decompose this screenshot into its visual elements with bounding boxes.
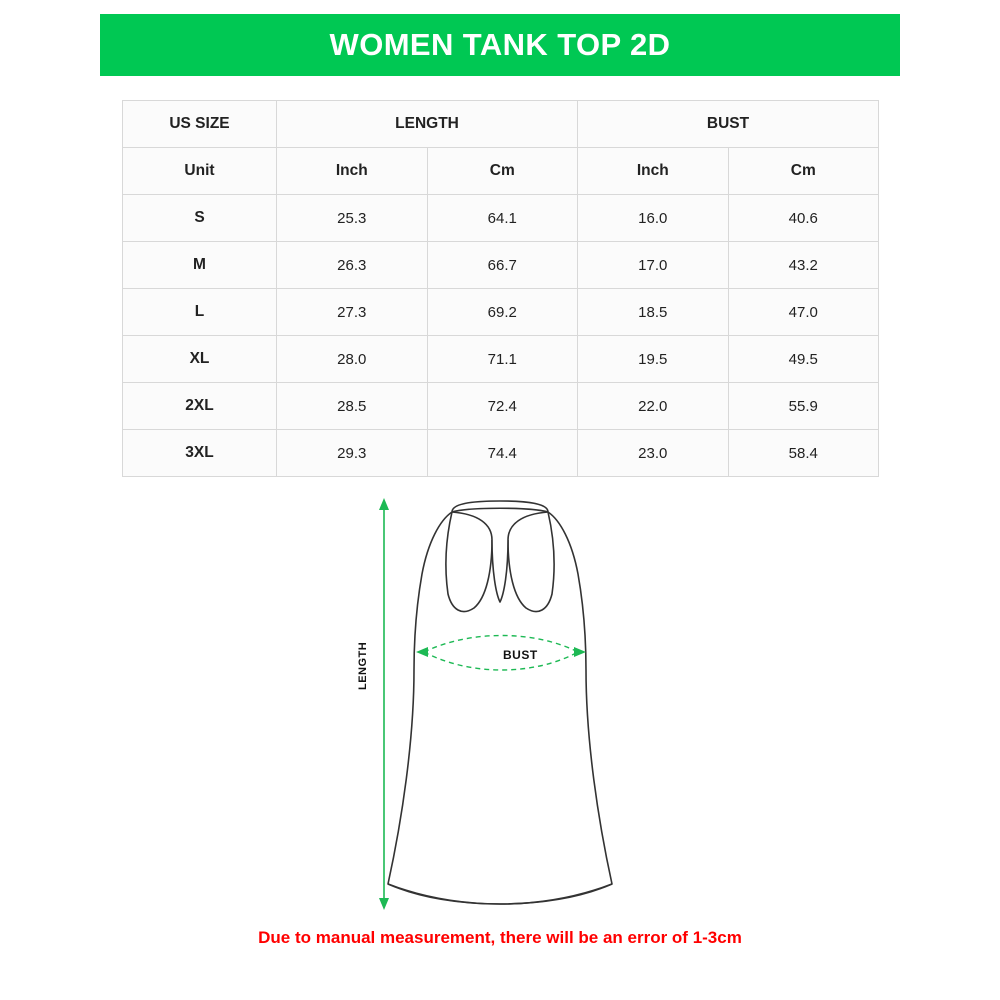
bust-measure-label: BUST <box>503 648 538 662</box>
table-row <box>123 289 879 336</box>
size-chart <box>122 100 878 477</box>
table-row <box>123 383 879 430</box>
cell-length-cm: 71.1 <box>427 336 578 383</box>
cell-length-cm: 69.2 <box>427 289 578 336</box>
cell-size: S <box>123 195 277 242</box>
cell-bust-inch: 18.5 <box>578 289 729 336</box>
cell-size: XL <box>123 336 277 383</box>
cell-bust-cm: 47.0 <box>728 289 879 336</box>
cell-size: 3XL <box>123 430 277 477</box>
header-length: LENGTH <box>277 101 578 148</box>
size-table <box>122 100 879 477</box>
table-row <box>123 430 879 477</box>
cell-bust-cm: 49.5 <box>728 336 879 383</box>
page-title: WOMEN TANK TOP 2D <box>329 27 671 62</box>
table-row <box>123 336 879 383</box>
unit-length-cm: Cm <box>427 148 578 195</box>
cell-bust-cm: 55.9 <box>728 383 879 430</box>
cell-length-cm: 64.1 <box>427 195 578 242</box>
cell-length-cm: 74.4 <box>427 430 578 477</box>
length-measure-label: LENGTH <box>357 641 369 690</box>
header-us-size: US SIZE <box>123 101 277 148</box>
unit-bust-cm: Cm <box>728 148 879 195</box>
cell-length-inch: 27.3 <box>277 289 428 336</box>
table-unit-row <box>123 148 879 195</box>
unit-label: Unit <box>123 148 277 195</box>
garment-diagram <box>0 490 1000 930</box>
cell-bust-cm: 40.6 <box>728 195 879 242</box>
cell-bust-cm: 58.4 <box>728 430 879 477</box>
cell-length-inch: 29.3 <box>277 430 428 477</box>
cell-length-cm: 66.7 <box>427 242 578 289</box>
cell-length-inch: 28.5 <box>277 383 428 430</box>
cell-length-inch: 26.3 <box>277 242 428 289</box>
cell-size: L <box>123 289 277 336</box>
cell-bust-inch: 23.0 <box>578 430 729 477</box>
cell-length-inch: 28.0 <box>277 336 428 383</box>
cell-bust-inch: 16.0 <box>578 195 729 242</box>
cell-size: M <box>123 242 277 289</box>
header-banner <box>100 14 900 76</box>
cell-bust-inch: 22.0 <box>578 383 729 430</box>
table-header-row <box>123 101 879 148</box>
measurement-disclaimer: Due to manual measurement, there will be an error of 1-3cm <box>258 928 742 947</box>
table-row <box>123 242 879 289</box>
cell-size: 2XL <box>123 383 277 430</box>
table-row <box>123 195 879 242</box>
cell-bust-inch: 17.0 <box>578 242 729 289</box>
cell-length-cm: 72.4 <box>427 383 578 430</box>
cell-bust-inch: 19.5 <box>578 336 729 383</box>
unit-bust-inch: Inch <box>578 148 729 195</box>
header-bust: BUST <box>578 101 879 148</box>
cell-bust-cm: 43.2 <box>728 242 879 289</box>
unit-length-inch: Inch <box>277 148 428 195</box>
cell-length-inch: 25.3 <box>277 195 428 242</box>
